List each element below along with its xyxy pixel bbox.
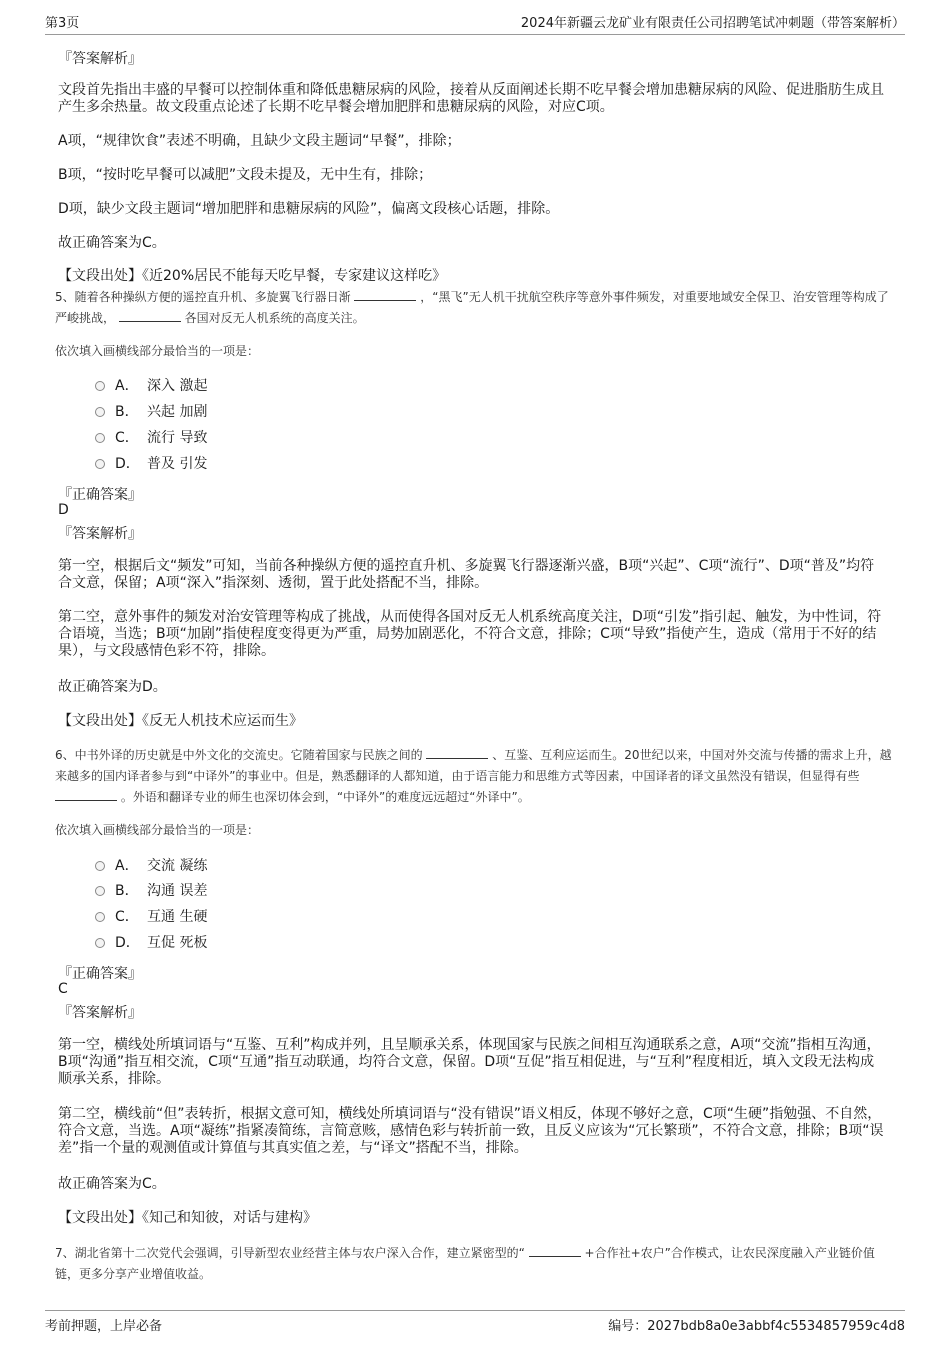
page-footer [45, 1310, 905, 1333]
radio-icon[interactable] [95, 912, 105, 922]
q4-option-b-note: B项，“按时吃早餐可以减肥”文段未提及，无中生有，排除； [58, 167, 433, 183]
q7-stem [55, 1243, 895, 1285]
document-id: 编号：2027bdb8a0e3abbf4c5534857959c4d8 [608, 1319, 905, 1334]
q6-source: 【文段出处】《知己和知彼，对话与建构》 [58, 1210, 317, 1226]
q7-blank-1 [529, 1243, 581, 1257]
q5-stem-part2: ，“黑飞”无人机干扰航空秩序等意外事件频发，对重要地域安全保卫、治安管理等构成了严峻挑战， [55, 290, 889, 325]
radio-icon[interactable] [95, 938, 105, 948]
q5-correct-label: 『正确答案』 [58, 487, 142, 503]
q4-analysis-para: 文段首先指出丰盛的早餐可以控制体重和降低患糖尿病的风险，接着从反面阐述长期不吃早餐会增加患糖尿病的风险、促进脂肪生成且产生多余热量。故文段重点论述了长期不吃早餐会增加肥胖和患糖尿病的风险，对应C项。 [58, 82, 884, 115]
q6-blank-1 [426, 745, 488, 759]
q6-correct-label: 『正确答案』 [58, 966, 142, 982]
page-header [45, 12, 905, 35]
q6-blank-2 [55, 787, 117, 801]
document-title: 2024年新疆云龙矿业有限责任公司招聘笔试冲刺题（带答案解析） [520, 16, 905, 31]
q5-option-c[interactable]: C． 流行 导致 [95, 428, 207, 448]
q5-blank-1 [354, 287, 416, 301]
q4-analysis-label: 『答案解析』 [58, 51, 142, 67]
q5-option-a[interactable]: A． 深入 激起 [95, 376, 207, 396]
q5-analysis-para2: 第二空，意外事件的频发对治安管理等构成了挑战，从而使得各国对反无人机系统高度关注，D项“引发”指引起、触发，为中性词，符合语境，当选；B项“加剧”指使程度变得更为严重，局势加剧恶化，不符合文意，排除；C项“导致”指使产生，造成（常用于不好的结果），与文段感情色彩不符，排除。 [58, 609, 882, 659]
radio-icon[interactable] [95, 861, 105, 871]
radio-icon[interactable] [95, 407, 105, 417]
q6-conclusion: 故正确答案为C。 [58, 1176, 166, 1192]
q5-answer: D [58, 502, 69, 518]
q4-option-a-note: A项，“规律饮食”表述不明确，且缺少文段主题词“早餐”，排除； [58, 133, 461, 149]
q6-stem-part3: 。外语和翻译专业的师生也深切体会到，“中译外”的难度远远超过“外译中”。 [120, 790, 530, 804]
q5-option-d[interactable]: D． 普及 引发 [95, 454, 207, 474]
q6-analysis-para1: 第一空，横线处所填词语与“互鉴、互利”构成并列，且呈顺承关系，体现国家与民族之间相互沟通联系之意，A项“交流”指相互沟通，B项“沟通”指互相交流，C项“互通”指互动联通，均符合文意，保留。D项“互促”指互相促进，与“互利”程度相近，填入文段无法构成顺承关系，排除。 [58, 1037, 881, 1087]
q7-stem-part2: +合作社+农户”合作模式，让农民深度融入产业链价值链，更多分享产业增值收益。 [55, 1246, 875, 1281]
q6-option-d[interactable]: D． 互促 死板 [95, 933, 207, 953]
q5-analysis-para1: 第一空，根据后文“频发”可知，当前各种操纵方便的遥控直升机、多旋翼飞行器逐渐兴盛，B项“兴起”、C项“流行”、D项“普及”均符合文意，保留；A项“深入”指深刻、透彻，置于此处搭配不当，排除。 [58, 558, 875, 591]
q5-conclusion: 故正确答案为D。 [58, 679, 167, 695]
radio-icon[interactable] [95, 886, 105, 896]
radio-icon[interactable] [95, 433, 105, 443]
q4-option-d-note: D项，缺少文段主题词“增加肥胖和患糖尿病的风险”，偏离文段核心话题，排除。 [58, 201, 560, 217]
q5-source: 【文段出处】《反无人机技术应运而生》 [58, 713, 303, 729]
q6-option-a[interactable]: A． 交流 凝练 [95, 856, 207, 876]
q4-source: 【文段出处】《近20%居民不能每天吃早餐，专家建议这样吃》 [58, 268, 447, 284]
q5-option-b[interactable]: B． 兴起 加剧 [95, 402, 207, 422]
q6-option-c[interactable]: C． 互通 生硬 [95, 907, 207, 927]
radio-icon[interactable] [95, 459, 105, 469]
q6-stem-part2: 、互鉴、互利应运而生。20世纪以来，中国对外交流与传播的需求上升，越来越多的国内译者参与到“中译外”的事业中。但是，熟悉翻译的人都知道，由于语言能力和思维方式等因素，中国译者的译文虽然没有错误，但显得有些 [55, 748, 892, 783]
q5-stem-part3: 各国对反无人机系统的高度关注。 [184, 311, 365, 325]
q5-blank-2 [119, 308, 181, 322]
q5-stem-part1: 5、随着各种操纵方便的遥控直升机、多旋翼飞行器日渐 [55, 290, 351, 304]
q6-answer: C [58, 981, 68, 997]
q5-stem [55, 287, 895, 329]
q6-option-b[interactable]: B． 沟通 误差 [95, 881, 207, 901]
q6-analysis-label: 『答案解析』 [58, 1005, 142, 1021]
q6-stem-part1: 6、中书外译的历史就是中外文化的交流史。它随着国家与民族之间的 [55, 748, 423, 762]
q5-instruction: 依次填入画横线部分最恰当的一项是： [55, 344, 260, 358]
footer-slogan: 考前押题，上岸必备 [45, 1319, 163, 1334]
q6-stem [55, 745, 895, 808]
q6-analysis-para2: 第二空，横线前“但”表转折，根据文意可知，横线处所填词语与“没有错误”语义相反，体现不够好之意，C项“生硬”指勉强、不自然，符合文意，当选。A项“凝练”指紧凑简练，言简意赅，感情色彩与转折前一致，且反义应该为“冗长繁琐”，不符合文意，排除；B项“误差”指一个量的观测值或计算值与其真实值之差，与“译文”搭配不当，排除。 [58, 1106, 884, 1156]
q5-analysis-label: 『答案解析』 [58, 526, 142, 542]
radio-icon[interactable] [95, 381, 105, 391]
page-number: 第3页 [45, 16, 80, 31]
q6-instruction: 依次填入画横线部分最恰当的一项是： [55, 823, 260, 837]
q7-stem-part1: 7、湖北省第十二次党代会强调，引导新型农业经营主体与农户深入合作，建立紧密型的“ [55, 1246, 525, 1260]
q4-conclusion: 故正确答案为C。 [58, 235, 166, 251]
